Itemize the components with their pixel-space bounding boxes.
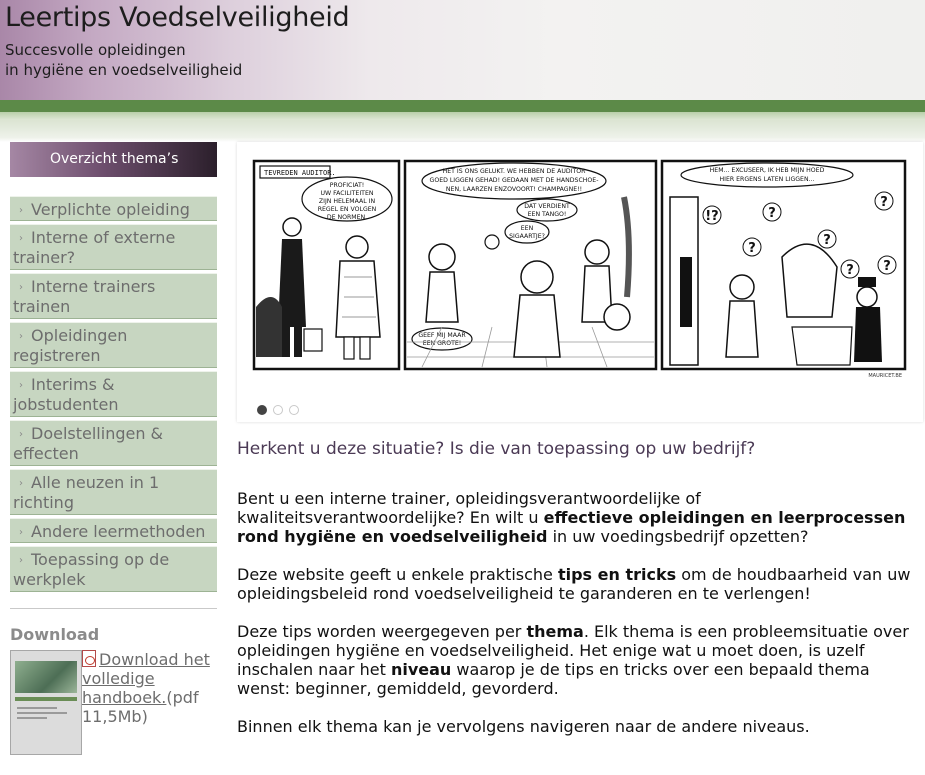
- svg-text:GEEF MIJ MAAR: GEEF MIJ MAAR: [418, 332, 466, 339]
- paragraph-1-text: Bent u een interne trainer, opleidingsverantwoordelijke of kwaliteitsverantwoordelijke? En wilt u: [237, 489, 701, 527]
- chevron-right-icon: ›: [19, 380, 23, 391]
- chevron-right-icon: ›: [19, 555, 23, 566]
- nav-item-label: Toepassing op de werkplek: [13, 550, 170, 589]
- svg-text:GOED LIGGEN GEHAD! GEDAAN MET: GOED LIGGEN GEHAD! GEDAAN MET DE HANDSCHOE-: [429, 177, 599, 184]
- svg-text:?: ?: [768, 206, 776, 221]
- paragraph-2-text: Deze website geeft u enkele praktische: [237, 565, 558, 584]
- nav-item-label: Interne trainers trainen: [13, 277, 156, 316]
- sidebar-divider: [10, 608, 217, 609]
- nav-item-interims-jobstudenten[interactable]: [10, 371, 217, 417]
- chevron-right-icon: ›: [19, 233, 23, 244]
- svg-text:HET IS ONS GELUKT. WE HEBBEN D: HET IS ONS GELUKT. WE HEBBEN DE AUDITOR: [442, 168, 586, 175]
- caption-tevreden-auditor: TEVREDEN AUDITOR.: [264, 169, 336, 177]
- site-subtitle-line1: Succesvolle opleidingen: [5, 41, 186, 59]
- nav-item-label: Interims & jobstudenten: [13, 375, 119, 414]
- site-title[interactable]: Leertips Voedselveiligheid: [5, 2, 350, 33]
- nav-item-verplichte-opleiding[interactable]: [10, 196, 217, 221]
- svg-text:ZIJN HELEMAAL IN: ZIJN HELEMAAL IN: [318, 198, 376, 205]
- nav-item-opleidingen-registreren[interactable]: [10, 322, 217, 368]
- main-content: [237, 440, 917, 755]
- chevron-right-icon: ›: [19, 429, 23, 440]
- site-subtitle: [5, 40, 242, 80]
- comic-credit: MAURICET.BE: [868, 373, 902, 379]
- chevron-right-icon: ›: [19, 331, 23, 342]
- chevron-right-icon: ›: [19, 282, 23, 293]
- svg-text:NEN, LAARZEN ENZOVOORT! CHAMPA: NEN, LAARZEN ENZOVOORT! CHAMPAGNE!!: [445, 186, 583, 193]
- svg-text:HEM... EXCUSEER, IK HEB MIJN H: HEM... EXCUSEER, IK HEB MIJN HOED: [709, 167, 825, 174]
- header-band: [0, 120, 925, 142]
- svg-text:REGEL EN VOLGEN: REGEL EN VOLGEN: [317, 206, 377, 213]
- svg-text:PROFICIAT!: PROFICIAT!: [329, 182, 365, 189]
- nav-item-interne-of-externe-trainer[interactable]: [10, 224, 217, 270]
- nav-item-toepassing-op-de-werkplek[interactable]: [10, 546, 217, 592]
- comic-strip-image: [252, 157, 907, 382]
- paragraph-1-emphasis: effectieve opleidingen en leerprocessen rond hygiëne en voedselveiligheid: [237, 508, 906, 546]
- paragraph-4: Binnen elk thema kan je vervolgens navigeren naar de andere niveaus.: [237, 717, 810, 736]
- handbook-cover-thumbnail[interactable]: [10, 650, 82, 755]
- paragraph-3-emphasis-niveau: niveau: [390, 660, 452, 679]
- header-stripe-light: [0, 112, 925, 120]
- download-link-box: [82, 650, 222, 726]
- header-stripe-dark: [0, 100, 925, 112]
- nav-item-label: Andere leermethoden: [31, 522, 206, 541]
- slider-dot-2[interactable]: [273, 405, 283, 415]
- svg-text:!?: !?: [705, 209, 719, 224]
- slider-pagination: [257, 400, 305, 419]
- download-heading: Download: [10, 625, 100, 644]
- paragraph-2-emphasis: tips en tricks: [557, 565, 677, 584]
- nav-item-interne-trainers-trainen[interactable]: [10, 273, 217, 319]
- chevron-right-icon: ›: [19, 205, 23, 216]
- slider-dot-3[interactable]: [289, 405, 299, 415]
- svg-text:?: ?: [846, 263, 854, 278]
- chevron-right-icon: ›: [19, 527, 23, 538]
- paragraph-1: [237, 489, 917, 546]
- paragraph-3: [237, 622, 917, 698]
- paragraph-3-emphasis-thema: thema: [526, 622, 584, 641]
- svg-text:EEN TANGO!: EEN TANGO!: [527, 211, 567, 218]
- paragraph-2: [237, 565, 917, 603]
- nav-item-label: Doelstellingen & effecten: [13, 424, 164, 463]
- sidebar-heading: Overzicht thema’s: [10, 142, 217, 177]
- nav-item-label: Interne of externe trainer?: [13, 228, 176, 267]
- download-handbook-link[interactable]: Download het volledige handboek.: [82, 650, 210, 707]
- paragraph-3-text-mid: . Elk thema is een probleemsituatie over opleidingen hygiëne en voedselveiligheid. Het enige wat u moet doen, is uzelf inschalen naar het: [237, 622, 909, 679]
- theme-nav: [10, 196, 217, 592]
- chevron-right-icon: ›: [19, 478, 23, 489]
- site-subtitle-line2: in hygiëne en voedselveiligheid: [5, 61, 243, 79]
- svg-text:DAT VERDIENT: DAT VERDIENT: [524, 203, 570, 210]
- svg-text:?: ?: [883, 259, 891, 274]
- sidebar: [10, 142, 217, 755]
- image-slider[interactable]: [237, 142, 923, 422]
- site-header: [0, 0, 925, 100]
- svg-text:?: ?: [748, 241, 756, 256]
- download-block: [10, 650, 217, 755]
- nav-item-doelstellingen-effecten[interactable]: [10, 420, 217, 466]
- download-size: (pdf 11,5Mb): [82, 688, 199, 726]
- svg-text:EEN: EEN: [520, 225, 534, 232]
- svg-text:?: ?: [880, 195, 888, 210]
- svg-text:?: ?: [823, 233, 831, 248]
- paragraph-3-text: Deze tips worden weergegeven per: [237, 622, 527, 641]
- nav-item-label: Opleidingen registreren: [13, 326, 128, 365]
- slider-dot-1[interactable]: [257, 405, 267, 415]
- svg-text:SIGAARTJE?: SIGAARTJE?: [509, 233, 545, 240]
- svg-text:DE NORMEN.: DE NORMEN.: [326, 214, 368, 221]
- nav-item-andere-leermethoden[interactable]: [10, 518, 217, 543]
- nav-item-label: Alle neuzen in 1 richting: [13, 473, 160, 512]
- svg-text:HIER ERGENS LATEN LIGGEN...: HIER ERGENS LATEN LIGGEN...: [719, 176, 815, 183]
- svg-text:UW FACILITEITEN: UW FACILITEITEN: [320, 190, 374, 197]
- pdf-icon: [82, 650, 96, 667]
- paragraph-2-text-end: om de houdbaarheid van uw opleidingsbeleid rond voedselveiligheid te garanderen en te verlengen!: [237, 565, 911, 603]
- svg-text:EEN GROTE!: EEN GROTE!: [422, 340, 462, 347]
- paragraph-3-text-end: waarop je de tips en tricks over een bepaald thema wenst: beginner, gemiddeld, gevorderd.: [237, 660, 870, 698]
- nav-item-alle-neuzen-in-1-richting[interactable]: [10, 469, 217, 515]
- nav-item-label: Verplichte opleiding: [31, 200, 190, 219]
- paragraph-1-text-end: in uw voedingsbedrijf opzetten?: [547, 527, 809, 546]
- intro-question: Herkent u deze situatie? Is die van toepassing op uw bedrijf?: [237, 439, 756, 459]
